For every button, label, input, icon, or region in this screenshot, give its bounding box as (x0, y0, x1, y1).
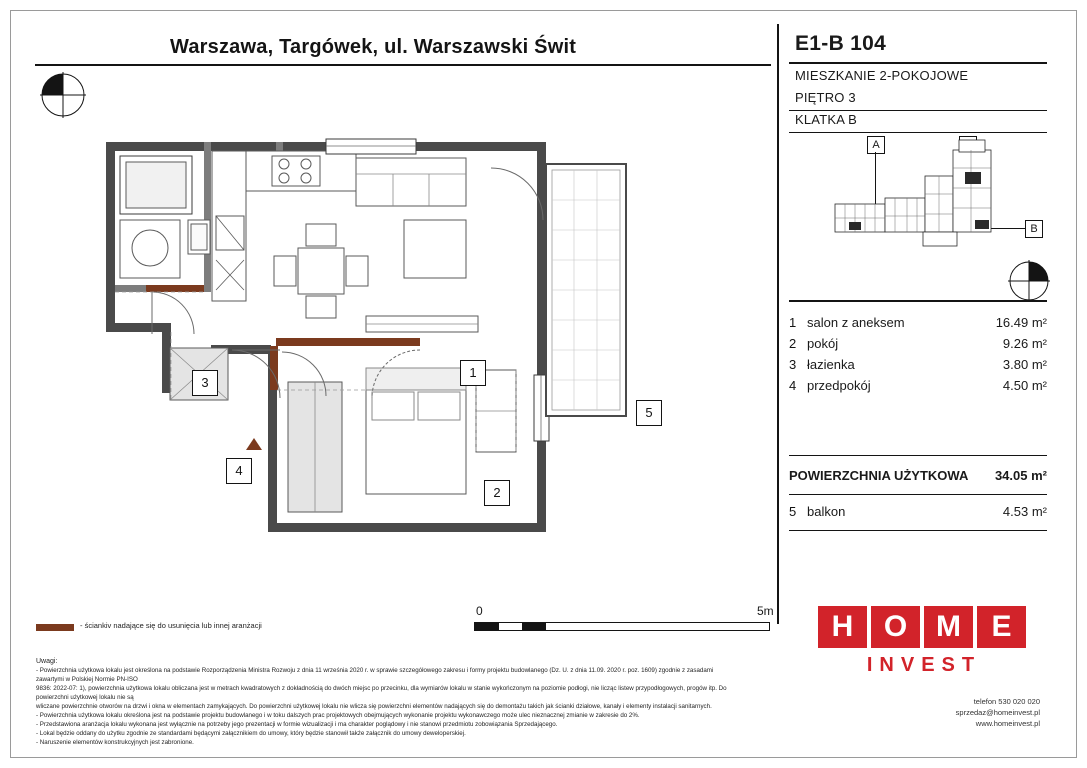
keyplan-outline (789, 136, 1047, 266)
footnote-line: - Powierzchnia użytkowa lokalu jest określona na podstawie Rozporządzenia Ministra Rozwoju z dnia 11 września 2020 r. w sprawie szczegółowego zakresu i formy projektu budowlanego (Dz. U. z dnia 11.09. 2020 r. poz. 1609) zgodnie z zasadami zawartymi w Polskiej Normie PN-ISO (36, 667, 714, 683)
room-area: 4.50 m² (1002, 378, 1047, 393)
contact-block (820, 696, 1040, 729)
balcony-row (789, 504, 1047, 519)
table-row (789, 375, 1047, 396)
room-name: salon z aneksem (807, 315, 905, 330)
logo-letter-m: M (924, 606, 973, 648)
balcony-divider (789, 530, 1047, 531)
room-name: przedpokój (807, 378, 871, 393)
logo-wordmark: INVEST (866, 654, 982, 676)
entrance-arrow-icon (246, 438, 262, 450)
legend-label: - ściankiv nadające się do usunięcia lub innej aranżacji (80, 621, 262, 630)
floor-plan-drawing (36, 120, 756, 580)
company-logo (818, 606, 1030, 682)
room-area: 9.26 m² (1002, 336, 1047, 351)
room-name: pokój (807, 336, 839, 351)
apartment-floor: PIĘTRO 3 (795, 90, 856, 105)
contact-phone: telefon 530 020 020 (973, 697, 1040, 706)
footnotes (36, 657, 736, 747)
apartment-code: E1-B 104 (795, 32, 887, 55)
building-keyplan (789, 136, 1047, 266)
room-area: 16.49 m² (995, 315, 1047, 330)
apartment-type: MIESZKANIE 2-POKOJOWE (795, 68, 969, 83)
floor-divider (789, 110, 1047, 111)
scale-min-label: 0 (476, 604, 483, 618)
balcony-number: 5 (789, 504, 797, 519)
room-area: 3.80 m² (1002, 357, 1047, 372)
floor-plan-svg (36, 120, 756, 580)
page-title: Warszawa, Targówek, ul. Warszawski Świt (170, 36, 577, 58)
footnote-line: - Powierzchnia użytkowa lokalu określona jest na podstawie projektu budowlanego i w toku dalszych prac projektowych obejmujących wykonanie projektu wykonawczego może ulec nieznacznej zmianie w zakresie do 2%. (36, 712, 640, 719)
footnote-line: - Naruszenie elementów konstrukcyjnych jest zabronione. (36, 739, 194, 746)
room-marker-4: 4 (226, 458, 252, 484)
table-row (789, 354, 1047, 375)
bedroom-furniture (288, 368, 516, 512)
room-marker-5: 5 (636, 400, 662, 426)
logo-letter-e: E (977, 606, 1026, 648)
compass-north-icon (40, 72, 86, 118)
total-area-value: 34.05 m² (994, 468, 1047, 483)
logo-letter-o: O (871, 606, 920, 648)
compass-small-icon (1008, 260, 1050, 302)
total-area-row (789, 468, 1047, 483)
keyplan-label-a: A (867, 136, 885, 154)
room-number: 1 (789, 315, 797, 330)
footnote-line: - Lokal będzie oddany do użytku zgodnie ze standardami będącymi załącznikiem do umowy, który będzie stanowił także załącznik do umowy deweloperskiej. (36, 730, 466, 737)
room-number: 3 (789, 357, 797, 372)
balcony-area (546, 164, 626, 416)
table-row (789, 312, 1047, 333)
footnote-line: wliczane powierzchnie otworów na drzwi i okna w elementach zamykających. Do powierzchni użytkowej lokalu nie wlicza się powierzchni elementów nadających się do demontażu takich jak ścianki działowe, kanały i elementy instalacji sanitarnych. (36, 703, 712, 710)
contact-email: sprzedaz@homeinvest.pl (955, 708, 1040, 717)
logo-letter-h: H (818, 606, 867, 648)
apartment-staircase: KLATKA B (795, 112, 858, 127)
room-marker-2: 2 (484, 480, 510, 506)
code-divider (789, 62, 1047, 64)
rooms-divider-bottom (789, 455, 1047, 456)
room-number: 4 (789, 378, 797, 393)
total-divider (789, 494, 1047, 495)
scale-bar (474, 622, 770, 631)
scale-max-label: 5m (757, 604, 774, 618)
footnote-line: - Przedstawiona aranżacja lokalu wykonana jest wyłącznie na potrzeby jego prezentacji w formie wizualizacji i ma charakter poglądowy i nie stanowi przedmiotu zobowiązania Sprzedającego. (36, 721, 558, 728)
room-marker-3: 3 (192, 370, 218, 396)
footnote-line: 9836: 2022-07: 1), powierzchnia użytkowa lokalu obliczana jest w metrach kwadratowych z dokładnością do dwóch miejsc po przecinku, dla wymiarów lokalu w stanie wykończonym na poziomie podłogi, nie licząc listew przypodłogowych, progów itp. Do powierzchni użytkowej lokalu nie są (36, 685, 727, 701)
legend-swatch (36, 624, 74, 631)
staircase-divider (789, 132, 1047, 133)
room-name: łazienka (807, 357, 855, 372)
total-area-label: POWIERZCHNIA UŻYTKOWA (789, 468, 969, 483)
balcony-name: balkon (807, 504, 846, 519)
balcony-area: 4.53 m² (1002, 504, 1047, 519)
room-number: 2 (789, 336, 797, 351)
panel-divider (777, 24, 779, 624)
contact-website: www.homeinvest.pl (975, 719, 1040, 728)
title-divider (35, 64, 771, 66)
table-row (789, 333, 1047, 354)
room-marker-1: 1 (460, 360, 486, 386)
room-list (789, 312, 1047, 396)
footnotes-heading: Uwagi: (36, 658, 58, 665)
keyplan-label-b: B (1025, 220, 1043, 238)
